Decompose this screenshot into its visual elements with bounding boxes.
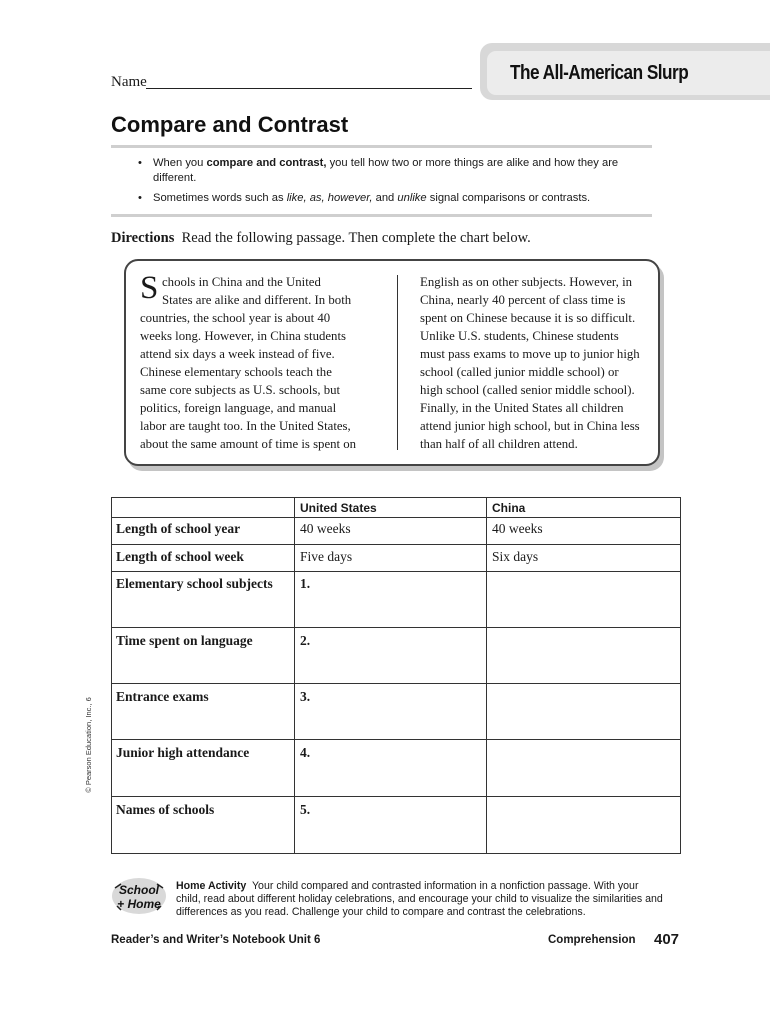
answer-cell-china[interactable] — [488, 629, 678, 681]
passage-line: about the same amount of time is spent on — [140, 437, 357, 451]
table-row-divider — [111, 544, 681, 545]
passage-line: same core subjects as U.S. schools, but — [140, 383, 341, 397]
divider-top — [111, 145, 652, 148]
answer-cell-china[interactable] — [488, 573, 678, 625]
cell-us: Five days — [300, 549, 353, 564]
answer-number[interactable]: 2. — [300, 633, 311, 648]
answer-number[interactable]: 3. — [300, 689, 311, 704]
passage-column-divider — [397, 275, 398, 450]
logo-text-home: + Home — [117, 897, 161, 911]
column-header-us: United States — [300, 501, 377, 515]
home-activity — [176, 880, 666, 919]
passage-line: countries, the school year is about 40 — [140, 311, 331, 325]
cell-china: 40 weeks — [492, 521, 543, 536]
passage-line: weeks long. However, in China students — [140, 329, 346, 343]
table-row-divider — [111, 571, 681, 572]
row-label: Elementary school subjects — [116, 576, 273, 591]
answer-number[interactable]: 4. — [300, 745, 311, 760]
passage-line: attend six days a week instead of five. — [140, 347, 335, 361]
skill-title: Compare and Contrast — [111, 112, 349, 137]
logo-text-school: School — [118, 883, 160, 897]
page-number: 407 — [654, 931, 680, 948]
name-line[interactable] — [146, 88, 472, 89]
passage-line: politics, foreign language, and manual — [140, 401, 337, 415]
passage-line: spent on Chinese because it is so difficult. — [420, 311, 636, 325]
row-label: Entrance exams — [116, 689, 209, 704]
passage-line: China, nearly 40 percent of class time is — [420, 293, 626, 307]
cell-china: Six days — [492, 549, 539, 564]
bullet-list — [138, 156, 658, 211]
row-label: Junior high attendance — [116, 745, 250, 760]
passage-line: States are alike and different. In both — [162, 293, 352, 307]
passage-column-right — [420, 273, 652, 453]
passage-line: chools in China and the United — [162, 275, 321, 289]
directions-text: Read the following passage. Then complete the chart below. — [181, 230, 531, 246]
table-row-divider — [111, 683, 681, 684]
passage-column-left — [140, 270, 385, 453]
table-col-divider — [486, 497, 487, 854]
column-header-china: China — [492, 501, 526, 515]
story-title: The All-American Slurp — [510, 62, 689, 84]
directions-label: Directions — [111, 230, 175, 246]
answer-number[interactable]: 5. — [300, 802, 311, 817]
table-row-divider — [111, 739, 681, 740]
answer-cell-china[interactable] — [488, 741, 678, 794]
passage-line: labor are taught too. In the United States, — [140, 419, 351, 433]
row-label: Length of school week — [116, 549, 244, 564]
row-label: Names of schools — [116, 802, 215, 817]
bullet-item: • When you compare and contrast, you tell how two or more things are alike and how they are different. — [138, 156, 658, 186]
passage-line: Finally, in the United States all children — [420, 401, 624, 415]
directions — [111, 230, 531, 247]
name-label: Name — [111, 74, 147, 90]
table-row-divider — [111, 796, 681, 797]
row-label: Length of school year — [116, 521, 241, 536]
answer-cell-china[interactable] — [488, 685, 678, 737]
footer-notebook: Reader’s and Writer’s Notebook Unit 6 — [111, 934, 321, 946]
passage-line: Chinese elementary schools teach the — [140, 365, 332, 379]
passage-line: English as on other subjects. However, in — [420, 275, 633, 289]
bullet-item: • Sometimes words such as like, as, however, and unlike signal comparisons or contrasts. — [138, 191, 658, 206]
divider-bottom — [111, 214, 652, 217]
passage-line: school (called junior middle school) or — [420, 365, 619, 379]
cell-us: 40 weeks — [300, 521, 351, 536]
passage-line: attend junior high school, but in China less — [420, 419, 640, 433]
home-activity-label: Home Activity — [176, 880, 247, 892]
table-col-divider — [294, 497, 295, 854]
passage-line: must pass exams to move up to junior high — [420, 347, 640, 361]
school-home-logo-icon — [111, 876, 167, 916]
answer-cell-china[interactable] — [488, 798, 678, 852]
passage-line: than half of all children attend. — [420, 437, 578, 451]
answer-number[interactable]: 1. — [300, 576, 311, 591]
home-activity-text: Your child compared and contrasted information in a nonfiction passage. With your child, read about different holiday celebrations, and encourage your child to visualize the similarities and differences as you read. Challenge your child to compare and contrast the celebrations. — [176, 880, 663, 918]
table-row-divider — [111, 517, 681, 518]
row-label: Time spent on language — [116, 633, 253, 648]
passage-line: Unlike U.S. students, Chinese students — [420, 329, 619, 343]
footer-skill: Comprehension — [548, 934, 636, 946]
passage-line: high school (called senior middle school). — [420, 383, 635, 397]
table-row-divider — [111, 627, 681, 628]
copyright-notice: © Pearson Education, Inc., 6 — [84, 697, 93, 793]
passage-dropcap: S — [140, 270, 159, 306]
